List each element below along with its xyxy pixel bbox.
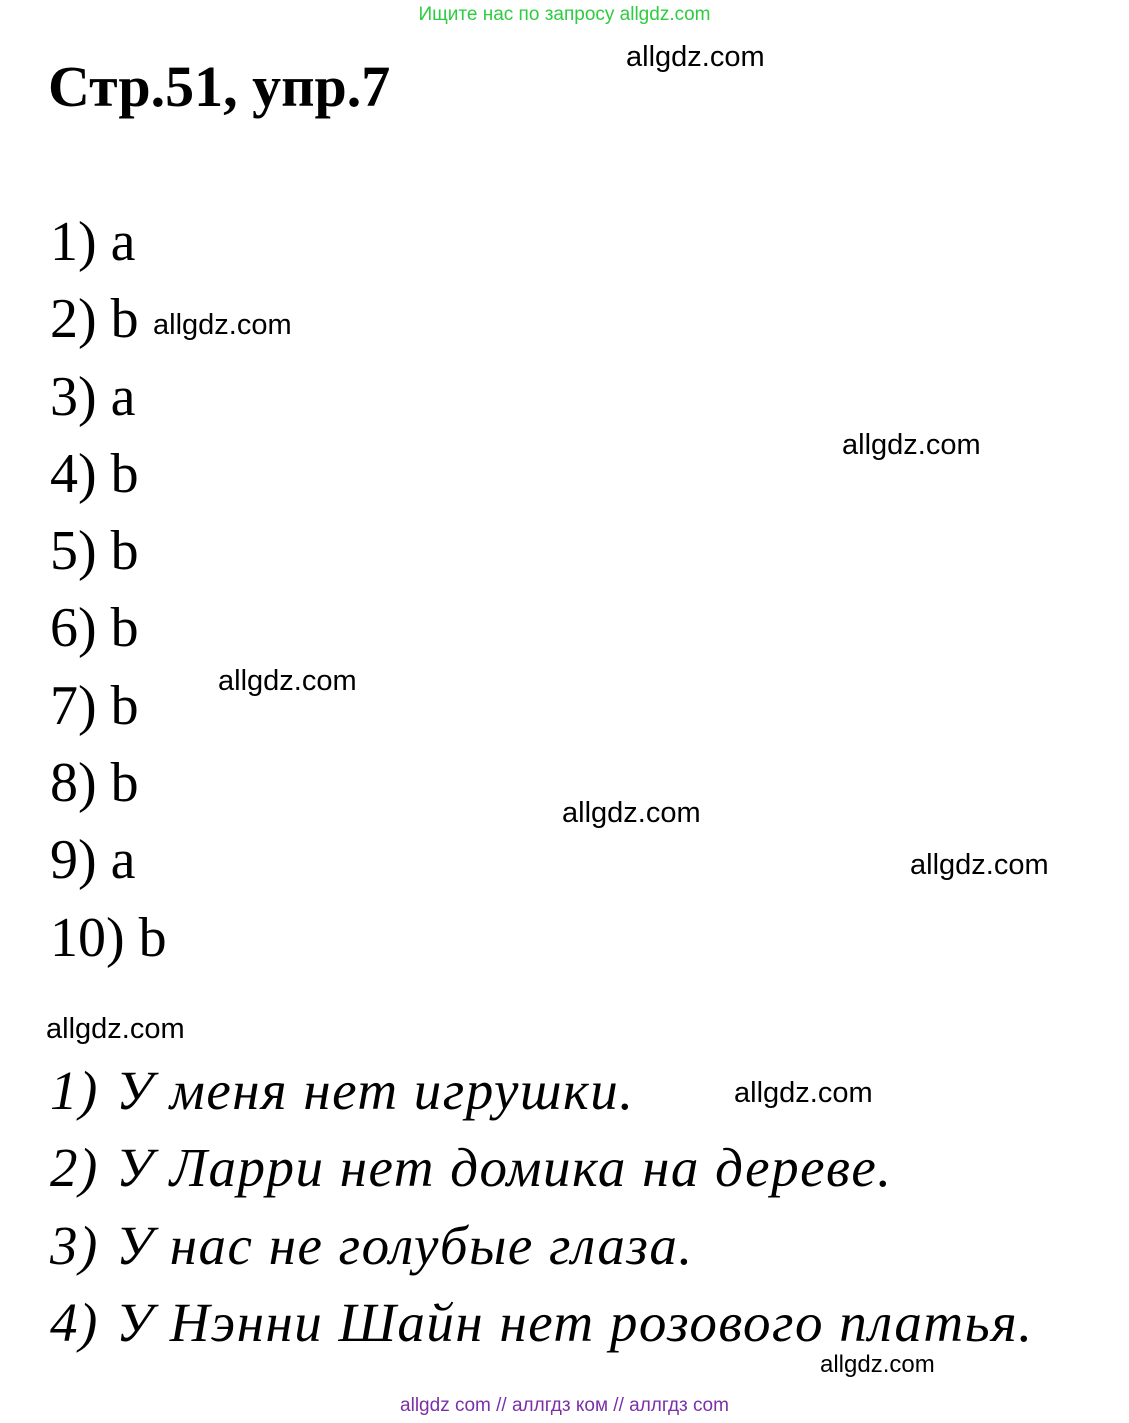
watermark: allgdz.com — [910, 849, 1049, 881]
translation-item — [50, 1129, 1033, 1206]
translation-text: У Ларри нет домика на дереве. — [116, 1137, 893, 1199]
answer-item: 10) b — [50, 906, 167, 969]
translation-text: У Нэнни Шайн нет розового платья. — [116, 1291, 1034, 1353]
footer[interactable]: allgdz com // аллгдз ком // аллгдз com — [400, 1395, 729, 1416]
watermark: allgdz.com — [153, 309, 292, 341]
translation-list — [50, 1052, 1033, 1361]
translation-number: 4) — [50, 1291, 99, 1353]
answer-item: 4) b — [50, 442, 139, 505]
translation-text: У меня нет игрушки. — [116, 1060, 635, 1121]
watermark: allgdz.com — [842, 429, 981, 461]
answer-item: 8) b — [50, 752, 139, 815]
translation-item — [50, 1052, 1033, 1129]
page-title: Стр.51, упр.7 — [48, 54, 391, 119]
answer-item: 9) a — [50, 829, 136, 892]
translation-number: 2) — [50, 1137, 99, 1199]
answer-list — [50, 204, 167, 977]
answer-item: 3) a — [50, 365, 136, 428]
translation-item — [50, 1207, 1033, 1284]
top-banner[interactable]: Ищите нас по запросу allgdz.com — [418, 4, 711, 25]
translation-number: 1) — [50, 1060, 99, 1121]
watermark: allgdz.com — [562, 797, 701, 829]
answer-item: 5) b — [50, 520, 139, 583]
watermark: allgdz.com — [820, 1351, 935, 1378]
translation-text: У нас не голубые глаза. — [116, 1214, 694, 1276]
answer-item: 2) b — [50, 288, 139, 351]
answer-item: 6) b — [50, 597, 139, 660]
watermark: allgdz.com — [46, 1013, 185, 1045]
watermark: allgdz.com — [734, 1077, 873, 1109]
watermark: allgdz.com — [626, 41, 765, 73]
watermark: allgdz.com — [218, 665, 357, 697]
translation-number: 3) — [50, 1214, 99, 1276]
answer-item: 7) b — [50, 674, 139, 737]
answer-item: 1) a — [50, 211, 136, 273]
